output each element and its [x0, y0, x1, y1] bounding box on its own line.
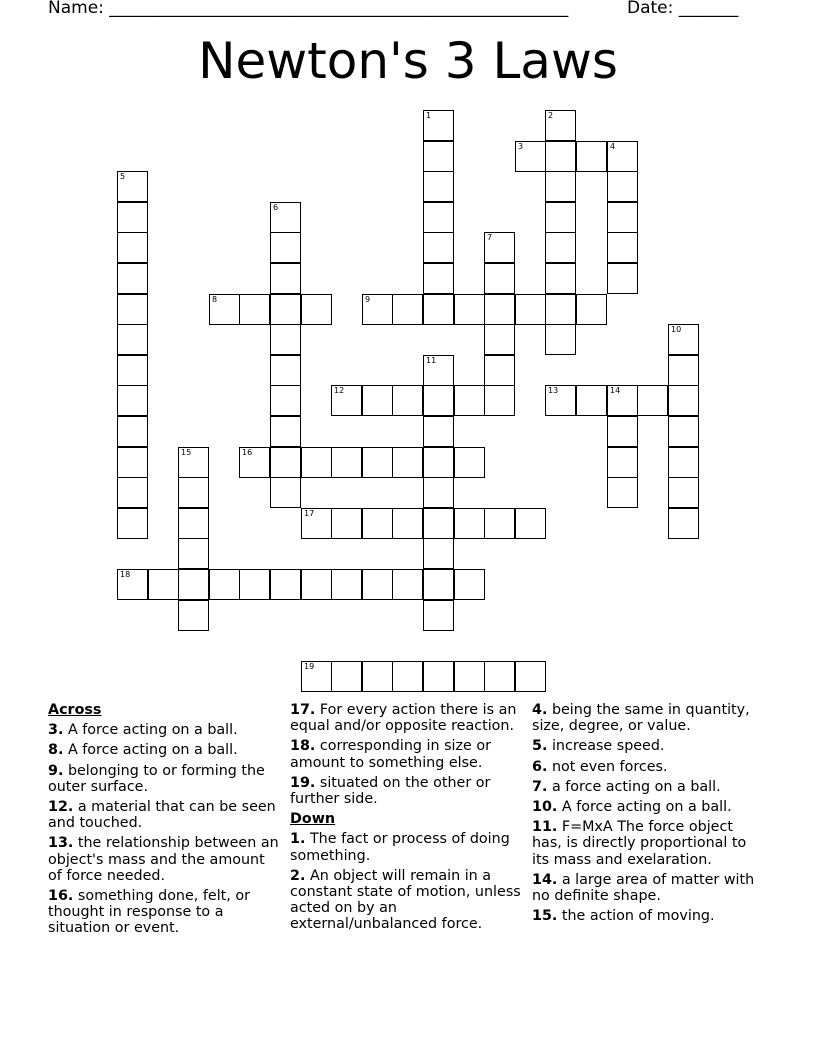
clue-down-15: 15. the action of moving. — [532, 908, 715, 925]
grid-cell[interactable] — [270, 202, 301, 233]
grid-cell[interactable] — [423, 202, 454, 233]
grid-cell[interactable] — [454, 447, 485, 478]
grid-cell[interactable] — [392, 385, 423, 416]
grid-cell[interactable] — [117, 355, 148, 386]
grid-cell[interactable] — [484, 294, 515, 325]
grid-cell[interactable] — [148, 569, 179, 600]
grid-cell[interactable] — [178, 477, 209, 508]
clue-number: 18 — [120, 570, 131, 579]
grid-cell[interactable] — [392, 569, 423, 600]
grid-cell[interactable] — [515, 661, 546, 692]
grid-cell[interactable] — [117, 263, 148, 294]
grid-cell[interactable] — [331, 508, 362, 539]
grid-cell[interactable] — [362, 661, 393, 692]
clue-number: 7 — [487, 233, 493, 242]
grid-cell[interactable] — [392, 294, 423, 325]
grid-cell[interactable] — [270, 263, 301, 294]
grid-cell[interactable] — [454, 661, 485, 692]
grid-cell[interactable] — [515, 141, 546, 172]
grid-cell[interactable] — [270, 294, 301, 325]
clue-across-13: 13. the relationship between an object's mass and the amount of force needed. — [48, 835, 279, 884]
grid-cell[interactable] — [545, 202, 576, 233]
clue-number: 17 — [304, 509, 315, 518]
grid-cell[interactable] — [423, 661, 454, 692]
clue-number: 4 — [610, 142, 616, 151]
clue-number: 8 — [212, 295, 218, 304]
grid-cell[interactable] — [576, 141, 607, 172]
grid-cell[interactable] — [392, 661, 423, 692]
grid-cell[interactable] — [423, 110, 454, 141]
grid-cell[interactable] — [301, 508, 332, 539]
grid-cell[interactable] — [117, 232, 148, 263]
grid-cell[interactable] — [209, 294, 240, 325]
clue-number: 2 — [548, 111, 554, 120]
grid-cell[interactable] — [545, 324, 576, 355]
grid-cell[interactable] — [239, 447, 270, 478]
clue-number: 16 — [242, 448, 253, 457]
grid-cell[interactable] — [270, 416, 301, 447]
clue-down-10: 10. A force acting on a ball. — [532, 799, 732, 816]
grid-cell[interactable] — [117, 447, 148, 478]
grid-cell[interactable] — [270, 447, 301, 478]
grid-cell[interactable] — [454, 385, 485, 416]
clue-number: 14 — [610, 386, 621, 395]
grid-cell[interactable] — [668, 508, 699, 539]
grid-cell[interactable] — [607, 171, 638, 202]
clue-number: 1 — [426, 111, 432, 120]
grid-cell[interactable] — [423, 569, 454, 600]
grid-cell[interactable] — [209, 569, 240, 600]
grid-cell[interactable] — [454, 569, 485, 600]
clue-across-3: 3. A force acting on a ball. — [48, 722, 238, 739]
down-heading: Down — [290, 811, 336, 828]
clue-number: 11 — [426, 356, 437, 365]
grid-cell[interactable] — [607, 447, 638, 478]
grid-cell[interactable] — [362, 385, 393, 416]
date-field-label: Date: _______ — [627, 0, 739, 18]
grid-cell[interactable] — [545, 385, 576, 416]
grid-cell[interactable] — [545, 141, 576, 172]
grid-cell[interactable] — [668, 385, 699, 416]
clue-number: 13 — [548, 386, 559, 395]
grid-cell[interactable] — [668, 324, 699, 355]
grid-cell[interactable] — [545, 110, 576, 141]
grid-cell[interactable] — [423, 232, 454, 263]
grid-cell[interactable] — [362, 508, 393, 539]
grid-cell[interactable] — [239, 294, 270, 325]
grid-cell[interactable] — [484, 385, 515, 416]
grid-cell[interactable] — [362, 447, 393, 478]
clue-number: 9 — [365, 295, 371, 304]
grid-cell[interactable] — [239, 569, 270, 600]
grid-cell[interactable] — [576, 294, 607, 325]
grid-cell[interactable] — [331, 447, 362, 478]
clue-number: 10 — [671, 325, 682, 334]
clue-number: 19 — [304, 662, 315, 671]
grid-cell[interactable] — [423, 538, 454, 569]
grid-cell[interactable] — [117, 385, 148, 416]
grid-cell[interactable] — [668, 477, 699, 508]
grid-cell[interactable] — [607, 232, 638, 263]
clues-column-3 — [532, 702, 764, 928]
grid-cell[interactable] — [423, 477, 454, 508]
grid-cell[interactable] — [270, 355, 301, 386]
clue-down-1: 1. The fact or process of doing something. — [290, 831, 510, 864]
grid-cell[interactable] — [607, 263, 638, 294]
clue-down-11: 11. F=MxA The force object has, is directly proportional to its mass and exelaration. — [532, 819, 747, 868]
grid-cell[interactable] — [607, 385, 638, 416]
clue-across-17: 17. For every action there is an equal and/or opposite reaction. — [290, 702, 517, 735]
grid-cell[interactable] — [117, 294, 148, 325]
grid-cell[interactable] — [576, 385, 607, 416]
grid-cell[interactable] — [178, 508, 209, 539]
grid-cell[interactable] — [484, 232, 515, 263]
clue-down-4: 4. being the same in quantity, size, degree, or value. — [532, 702, 750, 735]
name-field-label: Name: ______________________________________________________ — [48, 0, 569, 18]
clue-number: 12 — [334, 386, 345, 395]
grid-cell[interactable] — [270, 232, 301, 263]
grid-cell[interactable] — [362, 569, 393, 600]
grid-cell[interactable] — [117, 477, 148, 508]
grid-cell[interactable] — [607, 416, 638, 447]
grid-cell[interactable] — [545, 171, 576, 202]
clue-across-9: 9. belonging to or forming the outer surface. — [48, 762, 265, 795]
clue-across-18: 18. corresponding in size or amount to something else. — [290, 738, 491, 771]
grid-cell[interactable] — [454, 294, 485, 325]
page-title: Newton's 3 Laws — [198, 32, 618, 90]
grid-cell[interactable] — [515, 294, 546, 325]
grid-cell[interactable] — [545, 294, 576, 325]
clue-down-5: 5. increase speed. — [532, 738, 665, 755]
grid-cell[interactable] — [545, 263, 576, 294]
grid-cell[interactable] — [607, 477, 638, 508]
clue-number: 5 — [120, 172, 126, 181]
grid-cell[interactable] — [362, 294, 393, 325]
clue-down-2: 2. An object will remain in a constant state of motion, unless acted on by an external/unbalanced force. — [290, 867, 521, 933]
grid-cell[interactable] — [484, 324, 515, 355]
grid-cell[interactable] — [301, 661, 332, 692]
clue-across-8: 8. A force acting on a ball. — [48, 742, 238, 759]
grid-cell[interactable] — [423, 141, 454, 172]
clues-column-1 — [48, 702, 280, 941]
grid-cell[interactable] — [178, 600, 209, 631]
grid-cell[interactable] — [607, 141, 638, 172]
grid-cell[interactable] — [423, 447, 454, 478]
grid-cell[interactable] — [423, 508, 454, 539]
grid-cell[interactable] — [484, 661, 515, 692]
grid-cell[interactable] — [270, 569, 301, 600]
clue-across-19: 19. situated on the other or further side. — [290, 774, 491, 808]
clue-down-7: 7. a force acting on a ball. — [532, 778, 721, 795]
grid-cell[interactable] — [270, 324, 301, 355]
grid-cell[interactable] — [637, 385, 668, 416]
grid-cell[interactable] — [270, 385, 301, 416]
grid-cell[interactable] — [423, 171, 454, 202]
grid-cell[interactable] — [423, 600, 454, 631]
grid-cell[interactable] — [117, 508, 148, 539]
grid-cell[interactable] — [484, 355, 515, 386]
grid-cell[interactable] — [423, 263, 454, 294]
clue-across-16: 16. something done, felt, or thought in response to a situation or event. — [48, 888, 251, 937]
grid-cell[interactable] — [454, 508, 485, 539]
clue-down-6: 6. not even forces. — [532, 758, 668, 775]
grid-cell[interactable] — [607, 202, 638, 233]
grid-cell[interactable] — [117, 202, 148, 233]
grid-cell[interactable] — [178, 447, 209, 478]
grid-cell[interactable] — [515, 508, 546, 539]
grid-cell[interactable] — [301, 294, 332, 325]
grid-cell[interactable] — [484, 508, 515, 539]
across-heading: Across — [48, 702, 102, 718]
grid-cell[interactable] — [423, 355, 454, 386]
grid-cell[interactable] — [178, 569, 209, 600]
grid-cell[interactable] — [117, 324, 148, 355]
grid-cell[interactable] — [668, 447, 699, 478]
clues-column-2 — [290, 702, 522, 937]
clue-number: 15 — [181, 448, 192, 457]
grid-cell[interactable] — [301, 447, 332, 478]
grid-cell[interactable] — [117, 569, 148, 600]
clue-across-12: 12. a material that can be seen and touched. — [48, 799, 276, 832]
clue-number: 6 — [273, 203, 279, 212]
clue-down-14: 14. a large area of matter with no definite shape. — [532, 871, 755, 905]
grid-cell[interactable] — [668, 355, 699, 386]
grid-cell[interactable] — [484, 263, 515, 294]
grid-cell[interactable] — [392, 508, 423, 539]
grid-cell[interactable] — [178, 538, 209, 569]
grid-cell[interactable] — [668, 416, 699, 447]
grid-cell[interactable] — [423, 385, 454, 416]
grid-cell[interactable] — [331, 569, 362, 600]
grid-cell[interactable] — [331, 385, 362, 416]
grid-cell[interactable] — [117, 171, 148, 202]
clue-number: 3 — [518, 142, 524, 151]
grid-cell[interactable] — [423, 294, 454, 325]
grid-cell[interactable] — [545, 232, 576, 263]
grid-cell[interactable] — [117, 416, 148, 447]
grid-cell[interactable] — [331, 661, 362, 692]
grid-cell[interactable] — [392, 447, 423, 478]
grid-cell[interactable] — [270, 477, 301, 508]
grid-cell[interactable] — [301, 569, 332, 600]
grid-cell[interactable] — [423, 416, 454, 447]
